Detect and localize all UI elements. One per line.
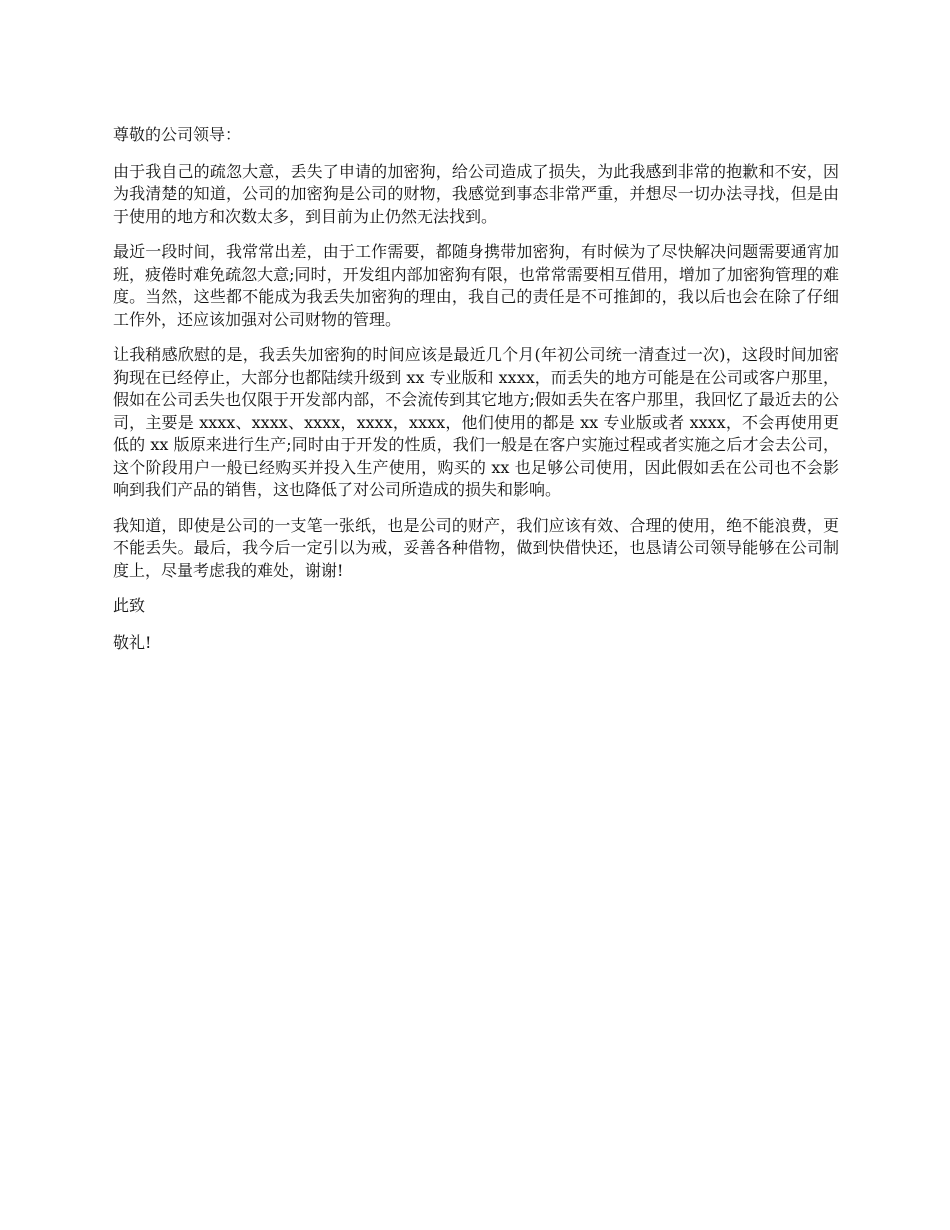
letter-salutation: 尊敬的公司领导： (113, 125, 242, 144)
letter-paragraph-2: 最近一段时间，我常常出差，由于工作需要，都随身携带加密狗，有时候为了尽快解决问题需要通宵加班，疲倦时难免疏忽大意;同时，开发组内部加密狗有限，也常常需要相互借用，增加了加密狗管理的难度。当然，这些都不能成为我丢失加密狗的理由，我自己的责任是不可推卸的，我以后也会在除了仔细工作外，还应该加强对公司财物的管理。 (113, 242, 839, 329)
letter-body (113, 124, 839, 668)
letter-closing-jing-li: 敬礼! (113, 632, 152, 652)
letter-closing-ci-zhi: 此致 (113, 596, 146, 615)
letter-paragraph-1: 由于我自己的疏忽大意，丢失了申请的加密狗，给公司造成了损失，为此我感到非常的抱歉和不安，因为我清楚的知道，公司的加密狗是公司的财物，我感觉到事态非常严重，并想尽一切办法寻找，但是由于使用的地方和次数太多，到目前为止仍然无法找到。 (113, 161, 839, 226)
letter-paragraph-3: 让我稍感欣慰的是，我丢失加密狗的时间应该是最近几个月(年初公司统一清查过一次)，这段时间加密狗现在已经停止，大部分也都陆续升级到 xx 专业版和 xxxx，而丢失的地方可能是在公司或客户那里，假如在公司丢失也仅限于开发部内部，不会流传到其它地方;假如丢失在客户那里，我回忆了最近去的公司，主要是 xxxx、xxxx、xxxx，xxxx，xxxx，他们使用的都是 xx 专业版或者 xxxx，不会再使用更低的 xx 版原来进行生产;同时由于开发的性质，我们一般是在客户实施过程或者实施之后才会去公司，这个阶段用户一般已经购买并投入生产使用，购买的 xx 也足够公司使用，因此假如丢在公司也不会影响到我们产品的销售，这也降低了对公司所造成的损失和影响。 (113, 345, 839, 499)
letter-paragraph-4: 我知道，即使是公司的一支笔一张纸，也是公司的财产，我们应该有效、合理的使用，绝不能浪费，更不能丢失。最后，我今后一定引以为戒，妥善各种借物，做到快借快还，也恳请公司领导能够在公司制度上，尽量考虑我的难处，谢谢! (113, 515, 839, 580)
